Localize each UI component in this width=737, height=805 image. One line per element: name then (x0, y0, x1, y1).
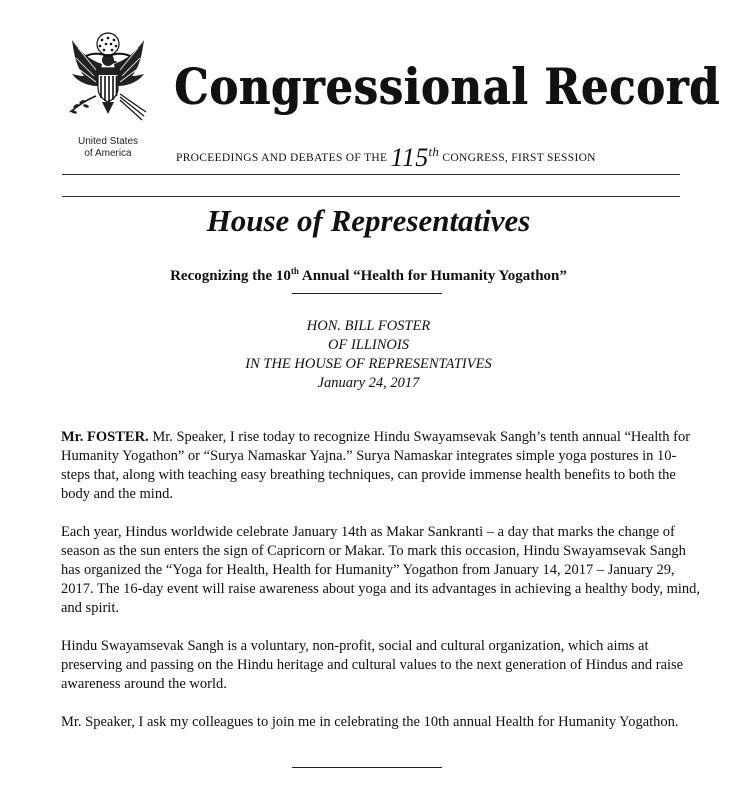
speech-paragraph: Mr. Speaker, I ask my colleagues to join me in celebrating the 10th annual Health for Humanity Yogathon. (61, 714, 679, 730)
member-chamber: IN THE HOUSE OF REPRESENTATIVES (245, 356, 492, 372)
speech-paragraph: Hindu Swayamsevak Sangh is a voluntary, non-profit, social and cultural organization, which aims at preserving and passing on the Hindu heritage and cultural values to the next generation of Hindus and raise awareness around the world. (61, 638, 684, 692)
publication-title: Congressional Record (174, 57, 720, 116)
record-date: January 24, 2017 (317, 375, 420, 391)
masthead (0, 0, 737, 200)
member-state: OF ILLINOIS (328, 337, 409, 353)
masthead-rule-top (62, 174, 680, 175)
divider-rule (292, 293, 442, 294)
closing-rule (292, 767, 442, 768)
speech-body (61, 428, 701, 751)
great-seal-eagle-icon (62, 30, 154, 130)
seal-caption: United States of America (77, 136, 139, 159)
byline (0, 317, 737, 393)
member-name: HON. BILL FOSTER (306, 318, 431, 334)
congress-number: 115 (390, 143, 429, 173)
chamber-heading: House of Representatives (206, 203, 531, 238)
speaker-name: Mr. FOSTER. (61, 429, 149, 445)
subject-heading: Recognizing the 10th Annual “Health for Humanity Yogathon” (170, 266, 567, 284)
masthead-rule-bottom (62, 196, 680, 197)
publication-subtitle: PROCEEDINGS AND DEBATES OF THE 115th CONGRESS, FIRST SESSION (176, 143, 596, 173)
speech-paragraph: Each year, Hindus worldwide celebrate January 14th as Makar Sankranti – a day that marks the change of season as the sun enters the sign of Capricorn or Makar. To mark this occasion, Hindu Swayamsevak Sangh has organized the “Yoga for Health, Health for Humanity” Yogathon from January 14, 2017 – January 29, 2017. The 16-day event will raise awareness about yoga and its advantages in achieving a healthy body, mind, and spirit. (61, 524, 701, 616)
speech-paragraph: Mr. FOSTER. Mr. Speaker, I rise today to recognize Hindu Swayamsevak Sangh’s tenth annual “Health for Humanity Yogathon” or “Surya Namaskar Yajna.” Surya Namaskar integrates simple yoga postures in 10-steps that, along with teaching easy breathing techniques, can provide immense health benefits to both the body and the mind. (61, 429, 691, 502)
